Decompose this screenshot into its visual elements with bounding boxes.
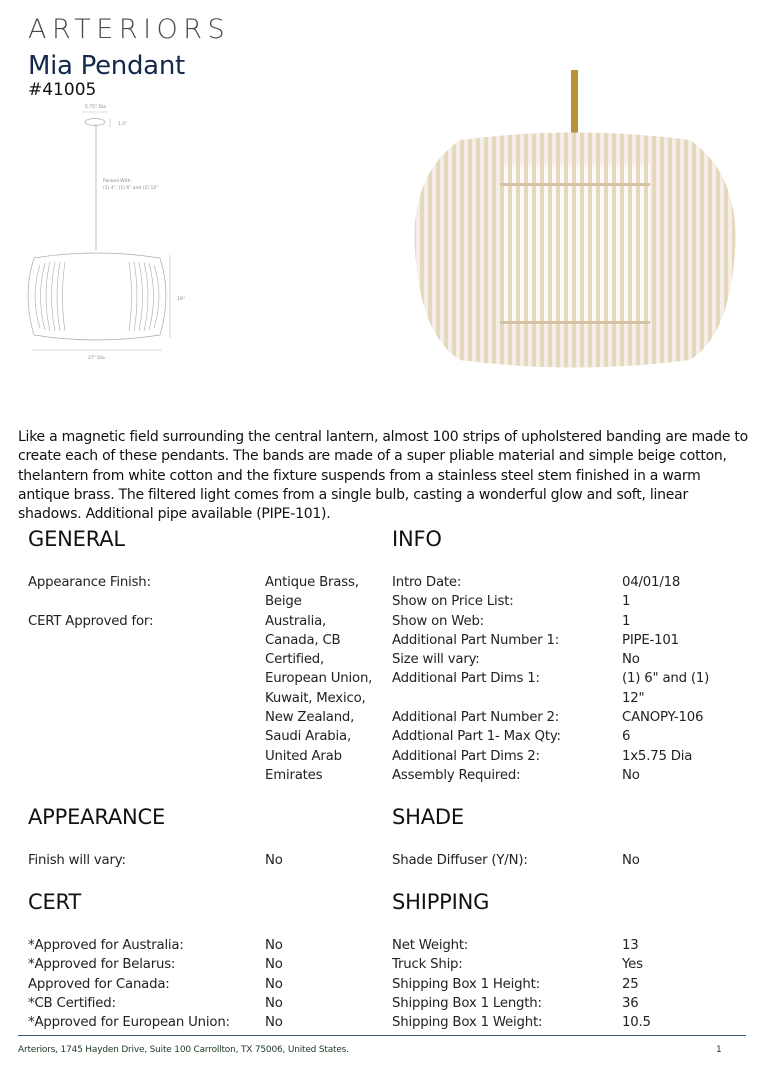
- spec-label: Intro Date:: [392, 575, 462, 590]
- spec-label: Additional Part Dims 1:: [392, 671, 540, 687]
- spec-label: Appearance Finish:: [28, 575, 151, 590]
- spec-row: [28, 975, 375, 994]
- spec-label: Net Weight:: [392, 938, 469, 953]
- spec-label: Truck Ship:: [392, 957, 463, 973]
- spec-label: Size will vary:: [392, 652, 480, 668]
- spec-label: Additional Part Number 1:: [392, 632, 560, 648]
- spec-row: [392, 936, 732, 955]
- spec-label: Shade Diffuser (Y/N):: [392, 853, 528, 868]
- spec-label: Approved for Canada:: [28, 976, 170, 992]
- spec-label: *Approved for Australia:: [28, 938, 184, 953]
- section-info: [392, 527, 710, 783]
- spec-row: [392, 747, 732, 766]
- section-shade: [392, 805, 640, 868]
- spec-row: [392, 708, 732, 727]
- spec-row: [392, 1013, 732, 1032]
- spec-value: 25: [622, 976, 639, 992]
- spec-row: [392, 766, 732, 785]
- spec-value: No: [265, 976, 283, 992]
- packed-with-label: Packed With:: [103, 179, 132, 184]
- spec-label: *CB Certified:: [28, 995, 116, 1011]
- spec-label: Assembly Required:: [392, 767, 521, 783]
- spec-row: [28, 851, 375, 870]
- spec-value: 36: [622, 995, 639, 1011]
- spec-label: Additional Part Dims 2:: [392, 748, 540, 764]
- spec-value: No: [622, 652, 640, 668]
- technical-drawing: [20, 100, 200, 370]
- spec-row: [392, 975, 732, 994]
- section-heading: INFO: [392, 527, 442, 551]
- spec-row: [392, 612, 732, 631]
- spec-row: [28, 994, 375, 1013]
- product-sku: #41005: [28, 80, 97, 100]
- spec-row: [28, 573, 375, 612]
- section-heading: GENERAL: [28, 527, 125, 551]
- section-general: [28, 527, 373, 783]
- section-cert: [28, 890, 283, 1031]
- spec-row: [392, 650, 732, 669]
- spec-value: CANOPY-106: [622, 710, 704, 726]
- section-shipping: [392, 890, 651, 1031]
- spec-row: [28, 1013, 375, 1032]
- section-heading: SHADE: [392, 805, 464, 829]
- spec-row: [392, 669, 732, 708]
- footer-address: Arteriors, 1745 Hayden Drive, Suite 100 Carrollton, TX 75006, United States.: [18, 1045, 349, 1055]
- section-heading: CERT: [28, 890, 82, 914]
- spec-label: CERT Approved for:: [28, 613, 154, 629]
- spec-label: Shipping Box 1 Length:: [392, 995, 542, 1011]
- spec-label: Finish will vary:: [28, 853, 126, 868]
- spec-value: No: [622, 853, 640, 868]
- spec-row: [392, 955, 732, 974]
- spec-value: (1) 6" and (1) 12": [622, 671, 710, 706]
- spec-value: 13: [622, 938, 639, 953]
- packed-with-value: (1) 4", (1) 6" and (2) 12": [103, 186, 159, 191]
- height-label: 19": [177, 297, 185, 302]
- footer-divider: [18, 1035, 746, 1036]
- page-number: 1: [716, 1045, 722, 1055]
- spec-label: Show on Web:: [392, 613, 484, 629]
- spec-value: 04/01/18: [622, 575, 681, 590]
- canopy-height-label: 1.5": [118, 122, 128, 127]
- spec-value: No: [265, 957, 283, 973]
- spec-label: *Approved for European Union:: [28, 1015, 230, 1031]
- spec-value: 6: [622, 729, 631, 745]
- brand-logo: ARTERIORS: [28, 14, 231, 45]
- width-label: 27" Dia: [88, 356, 105, 361]
- spec-value: 1: [622, 613, 631, 629]
- spec-row: [28, 955, 375, 974]
- spec-value: No: [265, 938, 283, 953]
- spec-value: 1x5.75 Dia: [622, 748, 693, 764]
- spec-row: [392, 851, 732, 870]
- spec-value: PIPE-101: [622, 632, 679, 648]
- spec-row: [392, 592, 732, 611]
- spec-value: 10.5: [622, 1015, 651, 1031]
- spec-row: [392, 727, 732, 746]
- spec-value: No: [265, 995, 283, 1011]
- spec-value: Australia, Canada, CB Certified, European Union, Kuwait, Mexico, New Zealand, Saudi Arabia, United Arab Emirates: [265, 613, 373, 783]
- spec-row: [392, 631, 732, 650]
- spec-value: No: [622, 767, 640, 783]
- spec-value: Antique Brass, Beige: [265, 575, 359, 610]
- spec-value: 1: [622, 594, 631, 610]
- canopy-dia-label: 5.75" Dia: [85, 105, 106, 110]
- spec-row: [28, 612, 375, 786]
- product-description: Like a magnetic field surrounding the central lantern, almost 100 strips of upholstered banding are made to create each of these pendants. The bands are made of a super pliable material and simple beige cotton, thelantern from white cotton and the fixture suspends from a stainless steel stem finished in a warm antique brass. The filtered light comes from a single bulb, casting a wonderful glow and soft, linear shadows. Additional pipe available (PIPE-101).: [18, 429, 748, 523]
- spec-value: No: [265, 1015, 283, 1031]
- spec-label: Addtional Part 1- Max Qty:: [392, 729, 561, 745]
- spec-value: Yes: [622, 957, 643, 973]
- spec-label: Additional Part Number 2:: [392, 710, 560, 726]
- spec-label: *Approved for Belarus:: [28, 957, 176, 973]
- section-appearance: [28, 805, 283, 868]
- spec-label: Show on Price List:: [392, 594, 514, 610]
- spec-value: No: [265, 853, 283, 868]
- product-photo: [400, 65, 750, 395]
- spec-label: Shipping Box 1 Height:: [392, 976, 540, 992]
- section-heading: SHIPPING: [392, 890, 490, 914]
- spec-label: Shipping Box 1 Weight:: [392, 1015, 543, 1031]
- product-title: Mia Pendant: [28, 51, 185, 81]
- section-heading: APPEARANCE: [28, 805, 166, 829]
- spec-row: [392, 573, 732, 592]
- spec-row: [28, 936, 375, 955]
- spec-row: [392, 994, 732, 1013]
